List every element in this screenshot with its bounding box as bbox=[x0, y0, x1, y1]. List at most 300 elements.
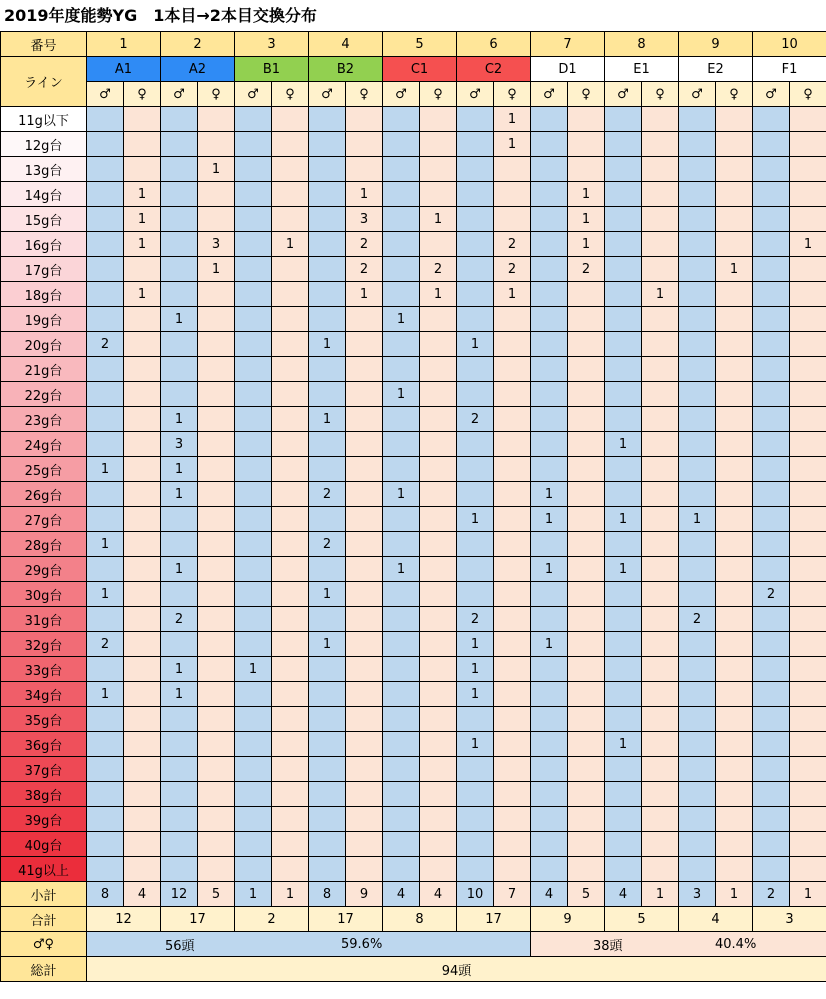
female-count-cell bbox=[272, 482, 309, 507]
male-count-cell bbox=[161, 757, 198, 782]
female-count-cell bbox=[790, 432, 826, 457]
male-count-cell bbox=[753, 632, 790, 657]
male-count-cell bbox=[383, 582, 420, 607]
male-count-cell bbox=[383, 357, 420, 382]
female-count-cell bbox=[272, 657, 309, 682]
female-count-cell bbox=[420, 732, 457, 757]
female-count-cell bbox=[716, 107, 753, 132]
female-count-cell bbox=[790, 657, 826, 682]
male-count-cell bbox=[531, 707, 568, 732]
weight-row bbox=[1, 432, 826, 457]
weight-label: 27g台 bbox=[1, 507, 87, 532]
female-count-cell bbox=[642, 557, 679, 582]
male-count-cell bbox=[309, 507, 346, 532]
male-count-cell bbox=[457, 132, 494, 157]
female-count-cell bbox=[272, 857, 309, 882]
male-count-cell bbox=[679, 532, 716, 557]
male-count-cell: 1 bbox=[679, 507, 716, 532]
female-count-cell bbox=[494, 782, 531, 807]
male-count-cell bbox=[161, 182, 198, 207]
male-count-cell bbox=[679, 182, 716, 207]
female-count-cell bbox=[494, 407, 531, 432]
total-cell: 17 bbox=[161, 907, 235, 932]
male-count-cell bbox=[753, 307, 790, 332]
female-count-cell bbox=[420, 482, 457, 507]
weight-row bbox=[1, 407, 826, 432]
female-count-cell bbox=[198, 382, 235, 407]
female-count-cell bbox=[272, 757, 309, 782]
female-count-cell: 1 bbox=[494, 282, 531, 307]
female-count-cell bbox=[124, 257, 161, 282]
male-count-cell bbox=[161, 732, 198, 757]
male-count-cell bbox=[753, 507, 790, 532]
male-count-cell bbox=[679, 332, 716, 357]
male-count-cell bbox=[605, 332, 642, 357]
female-count-cell: 1 bbox=[124, 232, 161, 257]
female-count-cell bbox=[124, 857, 161, 882]
sex-label: ♂♀ bbox=[1, 932, 87, 957]
female-count-cell bbox=[790, 357, 826, 382]
weight-label: 11g以下 bbox=[1, 107, 87, 132]
male-symbol: ♂ bbox=[235, 82, 272, 107]
number-row bbox=[1, 32, 826, 57]
line-name: C1 bbox=[383, 57, 457, 82]
female-count-cell: 2 bbox=[420, 257, 457, 282]
female-count-cell bbox=[716, 732, 753, 757]
male-count-cell bbox=[87, 257, 124, 282]
female-count-cell bbox=[790, 582, 826, 607]
male-count-cell bbox=[531, 807, 568, 832]
male-count-cell bbox=[605, 757, 642, 782]
female-count-cell: 1 bbox=[346, 282, 383, 307]
female-count-cell bbox=[568, 632, 605, 657]
male-count-cell bbox=[679, 682, 716, 707]
female-count-cell bbox=[420, 332, 457, 357]
male-count-cell bbox=[531, 682, 568, 707]
female-count-cell bbox=[568, 857, 605, 882]
female-count-cell: 1 bbox=[346, 182, 383, 207]
male-count-cell bbox=[457, 182, 494, 207]
male-count-cell bbox=[87, 507, 124, 532]
female-count-cell bbox=[198, 107, 235, 132]
female-count-cell bbox=[494, 657, 531, 682]
female-count-cell bbox=[716, 657, 753, 682]
subtotal-cell: 3 bbox=[679, 882, 716, 907]
male-count-cell bbox=[753, 807, 790, 832]
female-count-cell bbox=[494, 432, 531, 457]
male-count-cell: 1 bbox=[161, 482, 198, 507]
number-label: 番号 bbox=[1, 32, 87, 57]
male-count-cell bbox=[531, 157, 568, 182]
female-count-cell bbox=[420, 407, 457, 432]
weight-label: 20g台 bbox=[1, 332, 87, 357]
weight-row bbox=[1, 332, 826, 357]
male-count: 56頭 bbox=[165, 938, 195, 954]
male-count-cell bbox=[605, 857, 642, 882]
male-count-cell bbox=[235, 732, 272, 757]
female-count-cell bbox=[346, 307, 383, 332]
female-count-cell bbox=[420, 707, 457, 732]
column-number: 4 bbox=[309, 32, 383, 57]
subtotal-cell: 8 bbox=[87, 882, 124, 907]
female-count-cell bbox=[272, 382, 309, 407]
male-count-cell bbox=[457, 832, 494, 857]
subtotal-label: 小計 bbox=[1, 882, 87, 907]
male-count-cell bbox=[753, 657, 790, 682]
female-count-cell bbox=[642, 432, 679, 457]
line-label: ライン bbox=[1, 57, 87, 107]
male-count-cell bbox=[87, 157, 124, 182]
male-count-cell bbox=[309, 257, 346, 282]
female-count-cell bbox=[272, 332, 309, 357]
female-count-cell bbox=[642, 782, 679, 807]
male-count-cell bbox=[161, 707, 198, 732]
female-count-cell bbox=[790, 807, 826, 832]
female-count-cell bbox=[272, 257, 309, 282]
female-count-cell bbox=[420, 807, 457, 832]
total-label: 合計 bbox=[1, 907, 87, 932]
female-count-cell bbox=[716, 157, 753, 182]
female-count-cell: 1 bbox=[198, 157, 235, 182]
male-count-cell bbox=[679, 282, 716, 307]
female-count-cell bbox=[790, 682, 826, 707]
male-count-cell bbox=[235, 407, 272, 432]
female-count-cell bbox=[346, 407, 383, 432]
male-count-cell bbox=[531, 532, 568, 557]
female-symbol: ♀ bbox=[198, 82, 235, 107]
female-count-cell bbox=[716, 232, 753, 257]
male-count-cell: 1 bbox=[87, 532, 124, 557]
male-count-cell bbox=[457, 232, 494, 257]
male-count-cell: 1 bbox=[87, 682, 124, 707]
male-count-cell: 1 bbox=[161, 457, 198, 482]
female-count-cell bbox=[716, 282, 753, 307]
female-count-cell bbox=[198, 807, 235, 832]
female-count-cell bbox=[494, 582, 531, 607]
subtotal-cell: 8 bbox=[309, 882, 346, 907]
male-count-cell: 1 bbox=[457, 332, 494, 357]
male-count-cell bbox=[383, 657, 420, 682]
female-count-cell bbox=[420, 757, 457, 782]
male-count-cell bbox=[235, 782, 272, 807]
female-count-cell bbox=[568, 757, 605, 782]
female-count-cell bbox=[642, 857, 679, 882]
male-count-cell bbox=[457, 207, 494, 232]
female-count-cell bbox=[124, 482, 161, 507]
female-count-cell bbox=[568, 157, 605, 182]
male-count-cell bbox=[679, 857, 716, 882]
male-count-cell bbox=[235, 507, 272, 532]
female-count-cell bbox=[716, 482, 753, 507]
male-count-cell bbox=[531, 107, 568, 132]
subtotal-cell: 5 bbox=[198, 882, 235, 907]
male-count-cell bbox=[753, 282, 790, 307]
female-count-cell bbox=[198, 657, 235, 682]
female-count-cell bbox=[716, 757, 753, 782]
subtotal-cell: 1 bbox=[790, 882, 826, 907]
weight-row bbox=[1, 307, 826, 332]
total-cell: 4 bbox=[679, 907, 753, 932]
male-count-cell bbox=[235, 482, 272, 507]
female-count-cell bbox=[494, 832, 531, 857]
female-count-cell bbox=[272, 782, 309, 807]
female-count-cell: 1 bbox=[568, 207, 605, 232]
male-count-cell bbox=[309, 157, 346, 182]
sex-header-row bbox=[1, 82, 826, 107]
female-count-cell bbox=[790, 757, 826, 782]
male-count-cell bbox=[309, 832, 346, 857]
female-count-cell bbox=[568, 832, 605, 857]
female-count-cell bbox=[568, 707, 605, 732]
female-count-cell bbox=[272, 832, 309, 857]
male-count-cell bbox=[309, 807, 346, 832]
weight-row bbox=[1, 557, 826, 582]
male-count-cell bbox=[753, 232, 790, 257]
male-count-cell bbox=[753, 107, 790, 132]
male-count-cell bbox=[531, 307, 568, 332]
female-count-cell bbox=[198, 757, 235, 782]
male-count-cell bbox=[457, 432, 494, 457]
female-count-cell: 2 bbox=[346, 232, 383, 257]
female-count-cell bbox=[420, 357, 457, 382]
female-count-cell bbox=[420, 432, 457, 457]
weight-label: 36g台 bbox=[1, 732, 87, 757]
male-count-cell bbox=[531, 432, 568, 457]
male-count-cell bbox=[235, 157, 272, 182]
weight-row bbox=[1, 707, 826, 732]
distribution-table bbox=[0, 31, 826, 982]
weight-label: 12g台 bbox=[1, 132, 87, 157]
female-count-cell bbox=[494, 507, 531, 532]
weight-label: 37g台 bbox=[1, 757, 87, 782]
female-count-cell bbox=[568, 507, 605, 532]
female-count-cell bbox=[346, 157, 383, 182]
male-count-cell bbox=[457, 457, 494, 482]
female-count-cell: 1 bbox=[494, 107, 531, 132]
male-count-cell bbox=[753, 157, 790, 182]
female-count-cell: 1 bbox=[272, 232, 309, 257]
female-count-cell bbox=[790, 107, 826, 132]
male-count-cell bbox=[383, 232, 420, 257]
female-count-cell bbox=[642, 157, 679, 182]
female-count-cell bbox=[272, 732, 309, 757]
male-count-cell bbox=[383, 157, 420, 182]
female-count-cell bbox=[790, 507, 826, 532]
male-count-cell bbox=[531, 757, 568, 782]
male-count-cell bbox=[309, 757, 346, 782]
male-count-cell bbox=[309, 857, 346, 882]
male-count-cell bbox=[531, 382, 568, 407]
male-symbol: ♂ bbox=[605, 82, 642, 107]
male-count-cell bbox=[531, 232, 568, 257]
male-count-cell bbox=[383, 707, 420, 732]
weight-label: 38g台 bbox=[1, 782, 87, 807]
male-count-cell bbox=[753, 482, 790, 507]
male-count-cell bbox=[309, 607, 346, 632]
female-count-cell bbox=[568, 357, 605, 382]
female-count-cell bbox=[494, 682, 531, 707]
female-count-cell: 1 bbox=[568, 232, 605, 257]
female-count-cell bbox=[124, 357, 161, 382]
female-count-cell bbox=[642, 757, 679, 782]
male-count-cell: 2 bbox=[161, 607, 198, 632]
weight-row bbox=[1, 782, 826, 807]
male-count-cell bbox=[605, 682, 642, 707]
female-count-cell bbox=[494, 732, 531, 757]
female-count-cell bbox=[198, 732, 235, 757]
male-count-cell: 1 bbox=[531, 507, 568, 532]
male-count-cell bbox=[457, 807, 494, 832]
female-count-cell bbox=[420, 782, 457, 807]
male-count-cell bbox=[679, 582, 716, 607]
female-count-cell bbox=[124, 107, 161, 132]
female-count-cell bbox=[716, 407, 753, 432]
female-count-cell bbox=[790, 157, 826, 182]
female-count-cell bbox=[716, 807, 753, 832]
subtotal-row bbox=[1, 882, 826, 907]
weight-label: 21g台 bbox=[1, 357, 87, 382]
male-count-cell bbox=[605, 657, 642, 682]
male-count-cell bbox=[605, 482, 642, 507]
female-count-cell bbox=[494, 857, 531, 882]
male-count-cell: 2 bbox=[457, 407, 494, 432]
female-count-cell bbox=[346, 532, 383, 557]
female-percent: 40.4% bbox=[715, 936, 757, 952]
male-count-cell: 1 bbox=[87, 582, 124, 607]
female-count-cell bbox=[642, 132, 679, 157]
female-count-cell bbox=[272, 157, 309, 182]
female-count-cell bbox=[716, 582, 753, 607]
female-count-cell bbox=[420, 582, 457, 607]
female-count-cell bbox=[198, 782, 235, 807]
female-count-cell bbox=[494, 482, 531, 507]
column-number: 2 bbox=[161, 32, 235, 57]
female-count-cell bbox=[346, 357, 383, 382]
male-count-cell: 1 bbox=[309, 582, 346, 607]
male-count-cell bbox=[235, 432, 272, 457]
grand-total-row bbox=[1, 957, 826, 982]
male-count-cell bbox=[753, 257, 790, 282]
weight-row bbox=[1, 657, 826, 682]
female-count-cell bbox=[716, 357, 753, 382]
male-count-cell bbox=[309, 707, 346, 732]
male-count-cell: 1 bbox=[605, 432, 642, 457]
male-count-cell bbox=[679, 107, 716, 132]
female-count-cell bbox=[124, 582, 161, 607]
weight-row bbox=[1, 682, 826, 707]
male-count-cell bbox=[679, 457, 716, 482]
subtotal-cell: 4 bbox=[605, 882, 642, 907]
male-symbol: ♂ bbox=[457, 82, 494, 107]
female-count-cell bbox=[272, 432, 309, 457]
female-summary bbox=[531, 932, 826, 957]
female-count-cell bbox=[346, 682, 383, 707]
weight-row bbox=[1, 582, 826, 607]
weight-label: 15g台 bbox=[1, 207, 87, 232]
female-count-cell bbox=[494, 632, 531, 657]
male-count-cell bbox=[309, 357, 346, 382]
female-count-cell bbox=[642, 457, 679, 482]
male-count-cell bbox=[457, 557, 494, 582]
female-count-cell bbox=[716, 432, 753, 457]
weight-row bbox=[1, 482, 826, 507]
female-count-cell bbox=[420, 607, 457, 632]
female-count-cell bbox=[790, 607, 826, 632]
male-count-cell: 1 bbox=[161, 682, 198, 707]
female-count-cell bbox=[716, 207, 753, 232]
male-count-cell bbox=[235, 357, 272, 382]
male-count-cell bbox=[87, 557, 124, 582]
male-count-cell bbox=[531, 407, 568, 432]
weight-label: 41g以上 bbox=[1, 857, 87, 882]
male-count-cell bbox=[457, 782, 494, 807]
weight-label: 17g台 bbox=[1, 257, 87, 282]
subtotal-cell: 1 bbox=[716, 882, 753, 907]
female-count-cell: 1 bbox=[198, 257, 235, 282]
male-count-cell bbox=[383, 257, 420, 282]
male-count-cell bbox=[161, 357, 198, 382]
female-symbol: ♀ bbox=[642, 82, 679, 107]
female-count-cell: 1 bbox=[790, 232, 826, 257]
male-count-cell bbox=[383, 832, 420, 857]
male-count-cell bbox=[457, 857, 494, 882]
weight-label: 31g台 bbox=[1, 607, 87, 632]
female-count-cell bbox=[494, 332, 531, 357]
male-count-cell bbox=[605, 207, 642, 232]
female-count-cell: 1 bbox=[420, 282, 457, 307]
male-count-cell bbox=[235, 207, 272, 232]
male-count-cell bbox=[309, 457, 346, 482]
grand-total-label: 総計 bbox=[1, 957, 87, 982]
female-count-cell bbox=[494, 157, 531, 182]
male-count-cell bbox=[235, 382, 272, 407]
male-count-cell bbox=[87, 107, 124, 132]
male-count-cell bbox=[383, 807, 420, 832]
male-count-cell bbox=[383, 332, 420, 357]
male-count-cell bbox=[87, 182, 124, 207]
weight-row bbox=[1, 357, 826, 382]
male-count-cell: 1 bbox=[383, 557, 420, 582]
female-count-cell bbox=[346, 707, 383, 732]
female-count-cell bbox=[420, 382, 457, 407]
female-count-cell bbox=[198, 582, 235, 607]
weight-row bbox=[1, 257, 826, 282]
male-count-cell bbox=[679, 307, 716, 332]
column-number: 9 bbox=[679, 32, 753, 57]
male-count-cell: 1 bbox=[87, 457, 124, 482]
weight-row bbox=[1, 757, 826, 782]
female-count-cell bbox=[346, 807, 383, 832]
male-count-cell bbox=[531, 132, 568, 157]
female-count-cell bbox=[568, 482, 605, 507]
male-count-cell: 1 bbox=[235, 657, 272, 682]
female-count-cell bbox=[272, 807, 309, 832]
male-count-cell: 1 bbox=[383, 382, 420, 407]
weight-row bbox=[1, 182, 826, 207]
male-count-cell: 2 bbox=[753, 582, 790, 607]
female-count-cell bbox=[272, 557, 309, 582]
total-row bbox=[1, 907, 826, 932]
male-count-cell bbox=[457, 582, 494, 607]
weight-row bbox=[1, 832, 826, 857]
female-count-cell bbox=[494, 532, 531, 557]
female-count-cell: 1 bbox=[124, 282, 161, 307]
female-count-cell bbox=[124, 632, 161, 657]
female-count-cell bbox=[346, 557, 383, 582]
male-count-cell bbox=[87, 782, 124, 807]
female-count-cell bbox=[568, 657, 605, 682]
female-count-cell bbox=[790, 382, 826, 407]
